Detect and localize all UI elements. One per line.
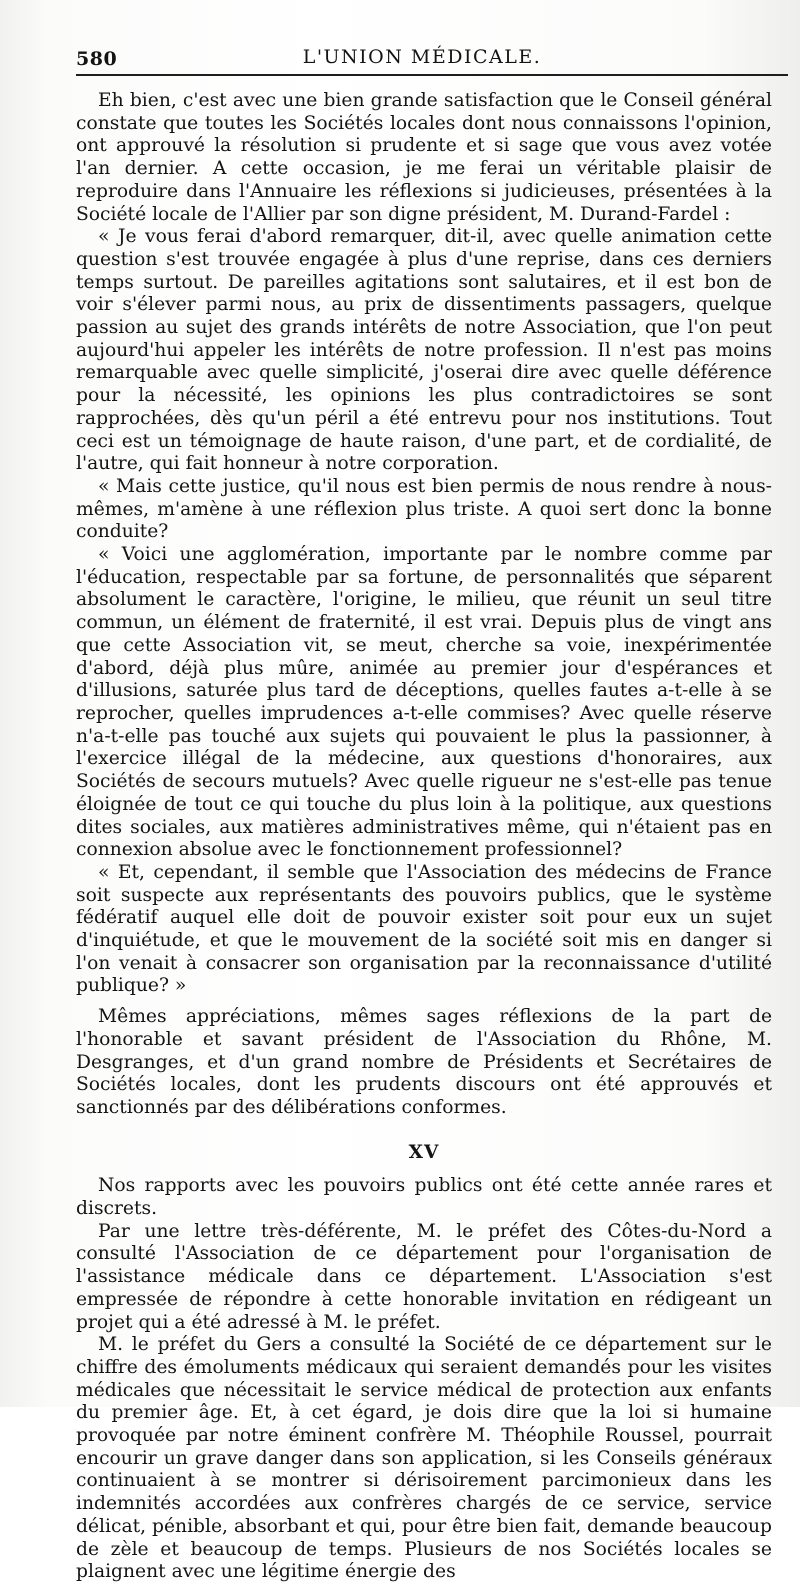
paragraph: M. le préfet du Gers a consulté la Société de ce département sur le chiffre des émoluments médicaux qui seraient demandés pour les visites médicales que nécessitait le service médical de protection aux enfants du premier âge. Et, à cet égard, je dois dire que la loi si humaine provoquée par notre éminent confrère M. Théophile Roussel, pourrait encourir un grave danger dans son application, si les Conseils généraux continuaient à se montrer si dérisoirement parcimonieux dans les indemnités accordées aux confrères chargés de ce service, service délicat, pénible, absorbant et qui, pour être bien fait, demande beaucoup de zèle et beaucoup de temps. Plusieurs de nos Sociétés locales se plaignent avec une légitime énergie des (76, 1334, 772, 1583)
paragraph: « Je vous ferai d'abord remarquer, dit-il, avec quelle animation cette question s'est trouvée engagée à plus d'une reprise, dans ces derniers temps surtout. De pareilles agitations sont salutaires, et il est bon de voir s'élever parmi nous, au prix de dissentiments passagers, quelque passion au sujet des grands intérêts de notre Association, que l'on peut aujourd'hui appeler les intérêts de notre profession. Il n'est pas moins remarquable avec quelle simplicité, j'oserai dire avec quelle déférence pour la nécessité, les opinions les plus contradictoires se sont rapprochées, dès qu'un péril a été entrevu pour nos institutions. Tout ceci est un témoignage de haute raison, d'une part, et de cordialité, de l'autre, qui fait honneur à notre corporation. (76, 226, 772, 475)
paragraph: Nos rapports avec les pouvoirs publics ont été cette année rares et discrets. (76, 1175, 772, 1220)
paragraph: « Et, cependant, il semble que l'Association des médecins de France soit suspecte aux représentants des pouvoirs publics, que le système fédératif auquel elle doit de pouvoir exister soit pour eux un sujet d'inquiétude, et que le mouvement de la société soit mis en danger si l'on venait à consacrer son organisation par la reconnaissance d'utilité publique? » (76, 861, 772, 997)
paragraph: Eh bien, c'est avec une bien grande satisfaction que le Conseil général constate que toutes les Sociétés locales dont nous connaissons l'opinion, ont approuvé la résolution si prudente et si sage que vous avez votée l'an dernier. A cette occasion, je me ferai un véritable plaisir de reproduire dans l'Annuaire les réflexions si judicieuses, présentées à la Société locale de l'Allier par son digne président, M. Durand-Fardel : (76, 90, 772, 225)
running-title: L'UNION MÉDICALE. (302, 46, 542, 68)
paragraph: Mêmes appréciations, mêmes sages réflexions de la part de l'honorable et savant président de l'Association du Rhône, M. Desgranges, et d'un grand nombre de Présidents et Secrétaires de Sociétés locales, dont les prudents discours ont été approuvés et sanctionnés par des délibérations conformes. (76, 1006, 772, 1118)
page-header (76, 40, 788, 76)
page-number: 580 (76, 48, 118, 70)
paragraph: « Voici une agglomération, importante par le nombre comme par l'éducation, respectable par sa fortune, de personnalités que séparent absolument le caractère, l'origine, le milieu, que réunit un seul titre commun, un élément de fraternité, il est vrai. Depuis plus de vingt ans que cette Association vit, se meut, cherche sa voie, inexpérimentée d'abord, déjà plus mûre, animée au premier jour d'espérances et d'illusions, saturée plus tard de déceptions, quelles fautes a-t-elle à se reprocher, quelles imprudences a-t-elle commises? Avec quelle réserve n'a-t-elle pas touché aux sujets qui pouvaient le plus la passionner, à l'exercice illégal de la médecine, aux questions d'honoraires, aux Sociétés de secours mutuels? Avec quelle rigueur ne s'est-elle pas tenue éloignée de tout ce qui touche du plus loin à la politique, aux questions dites sociales, aux matières administratives même, qui n'étaient pas en connexion absolue avec le fonctionnement professionnel? (76, 544, 772, 861)
paragraph: « Mais cette justice, qu'il nous est bien permis de nous rendre à nous-mêmes, m'amène à une réflexion plus triste. A quoi sert donc la bonne conduite? (76, 475, 772, 543)
section-heading: XV (408, 1141, 440, 1163)
paragraph-spacer (76, 998, 772, 1006)
body-text (76, 90, 772, 1584)
paragraph: Par une lettre très-déférente, M. le préfet des Côtes-du-Nord a consulté l'Association de ce département pour l'organisation de l'assistance médicale dans ce département. L'Association s'est empressée de répondre à cette honorable invitation en rédigeant un projet qui a été adressé à M. le préfet. (76, 1220, 772, 1333)
